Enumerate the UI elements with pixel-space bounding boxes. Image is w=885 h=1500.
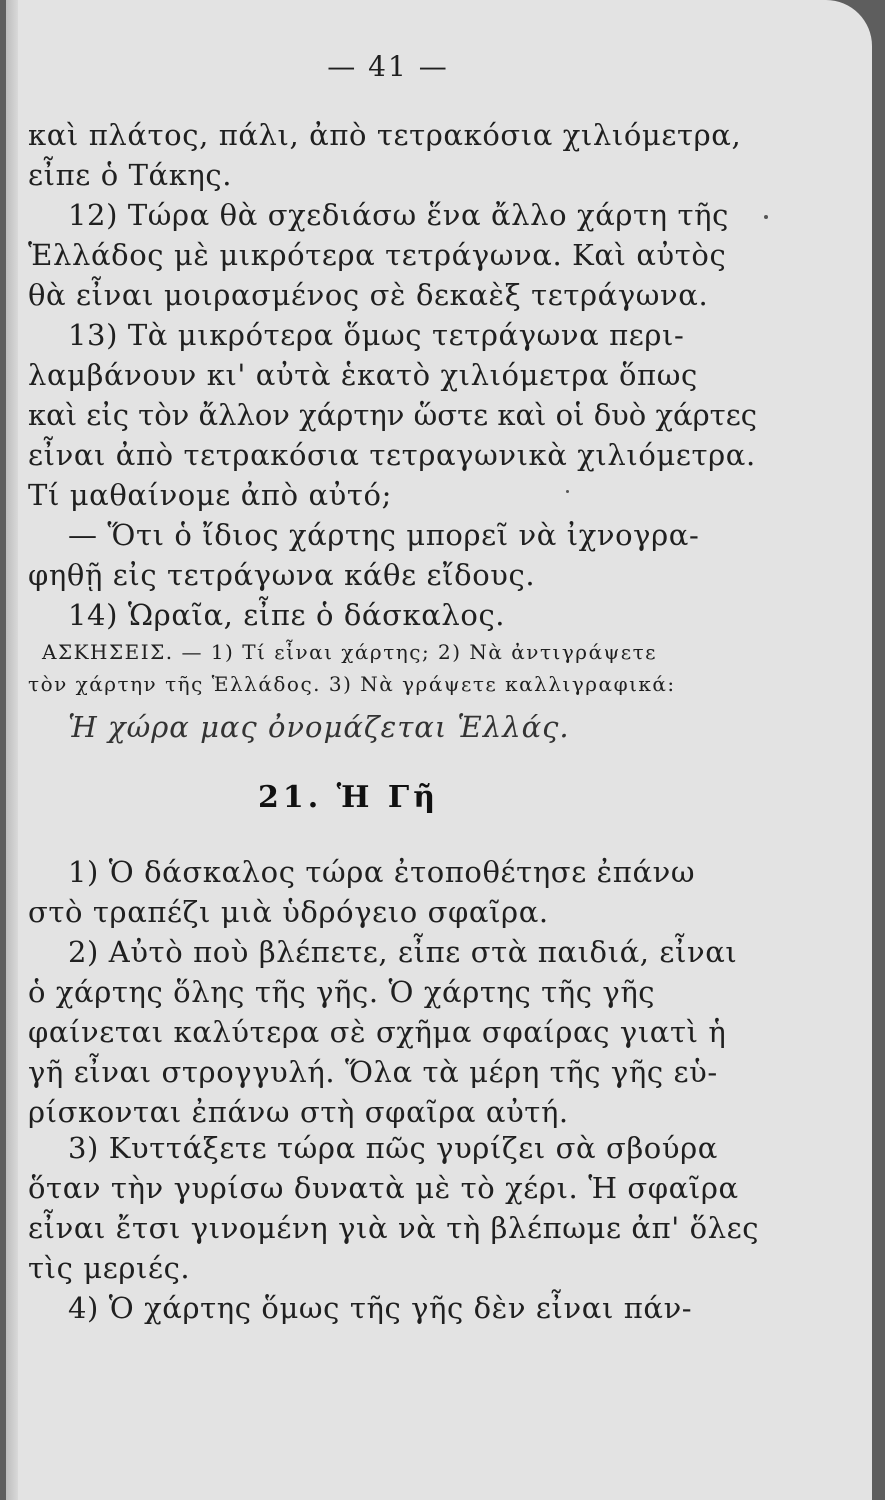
text-line: 4) Ὁ χάρτης ὅμως τῆς γῆς δὲν εἶναι πάν-: [68, 1291, 693, 1325]
exercises-line-2: τὸν χάρτην τῆς Ἑλλάδος. 3) Νὰ γράψετε καλλιγραφικά:: [28, 672, 676, 696]
paper-speck: [566, 490, 569, 493]
text-line: καὶ εἰς τὸν ἄλλον χάρτην ὥστε καὶ οἱ δυὸ χάρτες: [28, 398, 757, 432]
text-line: Ἑλλάδος μὲ μικρότερα τετράγωνα. Καὶ αὐτὸς: [28, 238, 727, 272]
text-line: φαίνεται καλύτερα σὲ σχῆμα σφαίρας γιατὶ ἡ: [28, 1015, 727, 1049]
text-line: — Ὅτι ὁ ἴδιος χάρτης μπορεῖ νὰ ἰχνογρα-: [68, 518, 700, 552]
text-line: καὶ πλάτος, πάλι, ἀπὸ τετρακόσια χιλιόμετρα,: [28, 118, 742, 152]
text-line: στὸ τραπέζι μιὰ ὑδρόγειο σφαῖρα.: [28, 895, 549, 929]
text-line: 13) Τὰ μικρότερα ὅμως τετράγωνα περι-: [68, 318, 685, 352]
text-line: θὰ εἶναι μοιρασμένος σὲ δεκαὲξ τετράγωνα.: [28, 278, 709, 312]
text-line: 12) Τώρα θὰ σχεδιάσω ἕνα ἄλλο χάρτη τῆς: [68, 198, 729, 232]
text-line: Τί μαθαίνομε ἀπὸ αὐτό;: [28, 478, 392, 512]
text-line: τὶς μεριές.: [28, 1251, 191, 1285]
handwriting-sample: Ἡ χώρα μας ὀνομάζεται Ἑλλάς.: [68, 710, 570, 744]
section-heading: 21. Ἡ Γῆ: [258, 780, 440, 815]
text-line: ὅταν τὴν γυρίσω δυνατὰ μὲ τὸ χέρι. Ἡ σφαῖρα: [28, 1171, 739, 1205]
text-line: εἶναι ἀπὸ τετρακόσια τετραγωνικὰ χιλιόμετρα.: [28, 438, 756, 472]
text-line: ρίσκονται ἐπάνω στὴ σφαῖρα αὐτή.: [28, 1095, 569, 1129]
exercises-line-1: ΑΣΚΗΣΕΙΣ. — 1) Τί εἶναι χάρτης; 2) Νὰ ἀντιγράψετε: [42, 640, 658, 664]
text-line: 14) Ὡραῖα, εἶπε ὁ δάσκαλος.: [68, 598, 506, 632]
text-line: 1) Ὁ δάσκαλος τώρα ἐτοποθέτησε ἐπάνω: [68, 855, 696, 889]
text-line: φηθῇ εἰς τετράγωνα κάθε εἴδους.: [28, 558, 536, 592]
text-line: λαμβάνουν κι' αὐτὰ ἑκατὸ χιλιόμετρα ὅπως: [28, 358, 698, 392]
page-spine-shadow: [6, 0, 18, 1500]
text-line: 2) Αὐτὸ ποὺ βλέπετε, εἶπε στὰ παιδιά, εἶναι: [68, 935, 738, 969]
text-line: εἶναι ἔτσι γινομένη γιὰ νὰ τὴ βλέπωμε ἀπ' ὅλες: [28, 1211, 760, 1245]
paper-speck: [764, 215, 768, 219]
text-line: γῆ εἶναι στρογγυλή. Ὅλα τὰ μέρη τῆς γῆς εὑ-: [28, 1055, 718, 1089]
text-line: ὁ χάρτης ὅλης τῆς γῆς. Ὁ χάρτης τῆς γῆς: [28, 975, 656, 1009]
text-line: 3) Κυττάξετε τώρα πῶς γυρίζει σὰ σβούρα: [68, 1131, 718, 1165]
book-page: [6, 0, 872, 1500]
text-line: εἶπε ὁ Τάκης.: [28, 158, 233, 192]
page-number: — 41 —: [327, 50, 449, 83]
